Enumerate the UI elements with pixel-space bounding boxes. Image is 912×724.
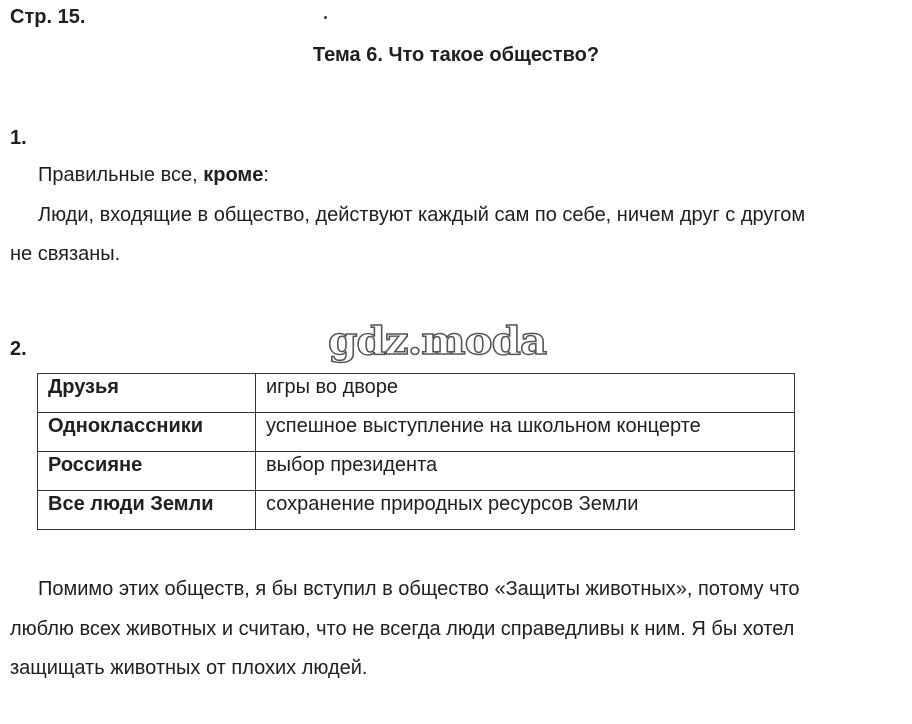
task-2-number: 2. (10, 338, 27, 360)
group-cell: Друзья (38, 374, 256, 413)
table-row (38, 452, 795, 491)
task-1-intro-bold: кроме (203, 164, 264, 186)
task-2-paragraph-line-1: Помимо этих обществ, я бы вступил в общество «Защиты животных», потому что (38, 578, 800, 600)
activity-cell: успешное выступление на школьном концерте (256, 413, 795, 452)
task-1-answer-line-2: не связаны. (10, 243, 121, 265)
table-row (38, 374, 795, 413)
topic-title: Тема 6. Что такое общество? (312, 44, 600, 66)
stray-dot (324, 16, 327, 19)
group-cell: Все люди Земли (38, 491, 256, 530)
watermark: gdz.moda (328, 317, 547, 364)
task-2-paragraph-line-2: люблю всех животных и считаю, что не всегда люди справедливы к ним. Я бы хотел (10, 618, 795, 640)
task-1-number: 1. (10, 127, 27, 149)
groups-table (37, 373, 795, 530)
table-row (38, 413, 795, 452)
task-1-intro-prefix: Правильные все, (38, 164, 204, 186)
table-row (38, 491, 795, 530)
activity-cell: выбор президента (256, 452, 795, 491)
task-1-answer-line-1: Люди, входящие в общество, действуют каждый сам по себе, ничем друг с другом (38, 204, 806, 226)
page-number: Стр. 15. (10, 6, 86, 28)
task-1-intro (38, 156, 269, 195)
group-cell: Россияне (38, 452, 256, 491)
task-2-paragraph-line-3: защищать животных от плохих людей. (10, 657, 368, 679)
activity-cell: сохранение природных ресурсов Земли (256, 491, 795, 530)
activity-cell: игры во дворе (256, 374, 795, 413)
task-1-intro-suffix: : (263, 164, 269, 186)
group-cell: Одноклассники (38, 413, 256, 452)
